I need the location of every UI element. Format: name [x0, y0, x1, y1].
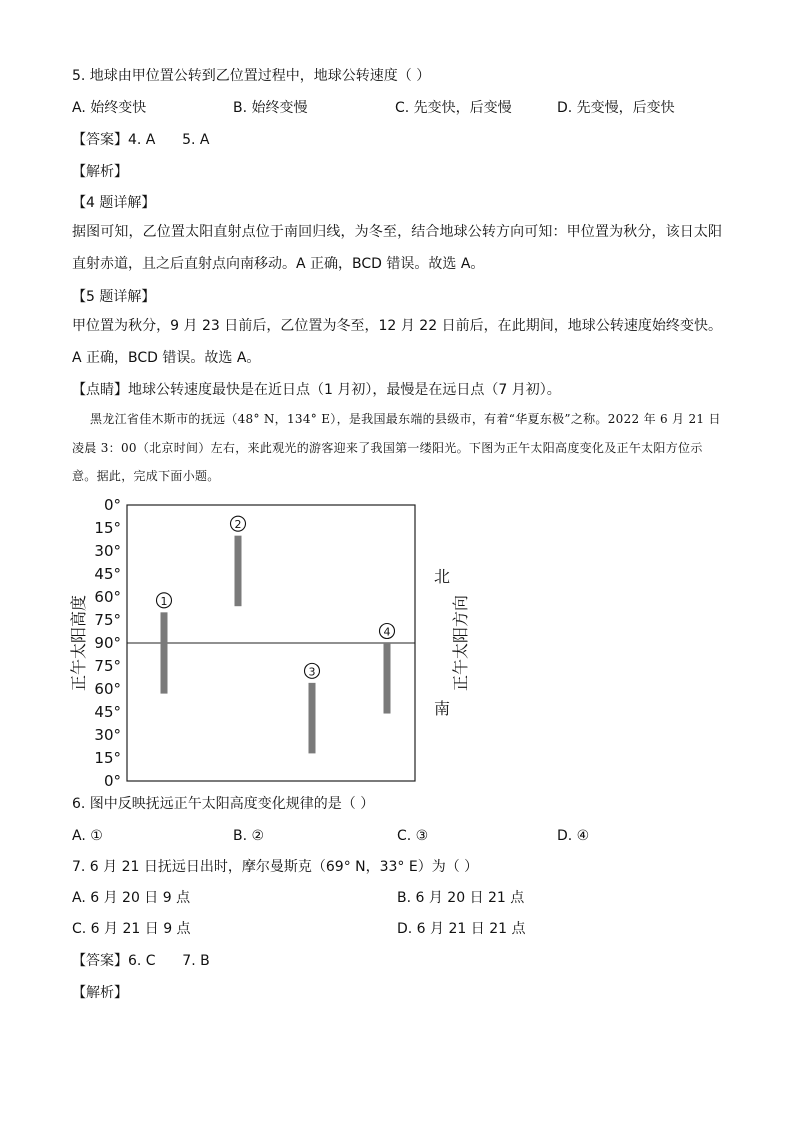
reading-passage: 黑龙江省佳木斯市的抚远（48° N，134° E），是我国最东端的县级市，有着“华夏东极”之称。2022 年 6 月 21 日凌晨 3：00（北京时间）左右，来此观光的游客迎来了我国第一缕阳光。下图为正午太阳高度变化及正午太阳方位示意。据此，完成下面小题。: [72, 412, 721, 483]
answer-value: 6. C 7. B: [128, 953, 210, 969]
q7-option-c: C. 6 月 21 日 9 点: [72, 921, 191, 937]
y-tick-label: 75°: [94, 657, 121, 675]
bar-group: [157, 516, 395, 753]
bar-2: [235, 536, 242, 607]
y-tick-label: 60°: [94, 680, 121, 698]
q6-stem: 6. 图中反映抚远正午太阳高度变化规律的是（ ）: [72, 796, 375, 812]
analysis-header-2: 【解析】: [72, 985, 128, 1001]
analysis-header-1: 【解析】: [72, 164, 128, 180]
y-tick-label: 15°: [94, 749, 121, 767]
q5-stem: 5. 地球由甲位置公转到乙位置过程中，地球公转速度（ ）: [72, 68, 431, 84]
q5-option-c: C. 先变快，后变慢: [395, 100, 512, 116]
answer-value: 4. A 5. A: [128, 132, 210, 148]
q6-option-b: B. ②: [233, 828, 265, 844]
y-tick-label: 30°: [94, 726, 121, 744]
y-axis-label: 正午太阳高度: [69, 594, 88, 692]
bar-marker-label: 2: [234, 518, 242, 532]
y-tick-label: 30°: [94, 542, 121, 560]
bar-marker-label: 4: [383, 625, 391, 639]
bar-marker-label: 1: [160, 594, 168, 608]
q5-option-d: D. 先变慢，后变快: [557, 100, 675, 116]
answer-line-2: [72, 951, 210, 971]
y-tick-label: 15°: [94, 519, 121, 537]
q7-option-d: D. 6 月 21 日 21 点: [397, 921, 526, 937]
answer-line-1: [72, 130, 209, 150]
south-label: 南: [434, 699, 451, 718]
bar-3: [309, 683, 316, 754]
q6-option-c: C. ③: [397, 828, 429, 844]
right-axis-label: 正午太阳方向: [451, 594, 470, 692]
answer-label: 【答案】: [72, 953, 128, 969]
y-tick-label: 45°: [94, 703, 121, 721]
q6-option-d: D. ④: [557, 828, 590, 844]
bar-marker-label: 3: [308, 665, 316, 679]
q7-option-a: A. 6 月 20 日 9 点: [72, 890, 191, 906]
bar-4: [384, 643, 391, 714]
q5-option-b: B. 始终变慢: [233, 100, 308, 116]
q7-option-b: B. 6 月 20 日 21 点: [397, 890, 525, 906]
q6-option-a: A. ①: [72, 828, 103, 844]
y-tick-label: 60°: [94, 588, 121, 606]
y-tick-label: 0°: [103, 772, 121, 788]
y-tick-label: 0°: [103, 496, 121, 514]
detail-4-text: 据图可知，乙位置太阳直射点位于南回归线，为冬至，结合地球公转方向可知：甲位置为秋分，该日太阳直射赤道，且之后直射点向南移动。A 正确，BCD 错误。故选 A。: [72, 224, 722, 272]
y-tick-label: 45°: [94, 565, 121, 583]
bar-1: [161, 612, 168, 693]
answer-label: 【答案】: [72, 132, 128, 148]
north-label: 北: [434, 567, 451, 586]
tip-line: 【点睛】地球公转速度最快是在近日点（1 月初），最慢是在远日点（7 月初）。: [72, 382, 561, 398]
y-axis-ticks: [94, 496, 121, 788]
detail-5-text: 甲位置为秋分，9 月 23 日前后，乙位置为冬至，12 月 22 日前后，在此期间，地球公转速度始终变快。A 正确，BCD 错误。故选 A。: [72, 318, 722, 366]
q7-stem: 7. 6 月 21 日抚远日出时，摩尔曼斯克（69° N，33° E）为（ ）: [72, 859, 479, 875]
sun-altitude-chart: [66, 492, 486, 788]
y-tick-label: 75°: [94, 611, 121, 629]
detail-5-header: 【5 题详解】: [72, 289, 156, 305]
q5-option-a: A. 始终变快: [72, 100, 147, 116]
detail-4-header: 【4 题详解】: [72, 195, 156, 211]
y-tick-label: 90°: [94, 634, 121, 652]
